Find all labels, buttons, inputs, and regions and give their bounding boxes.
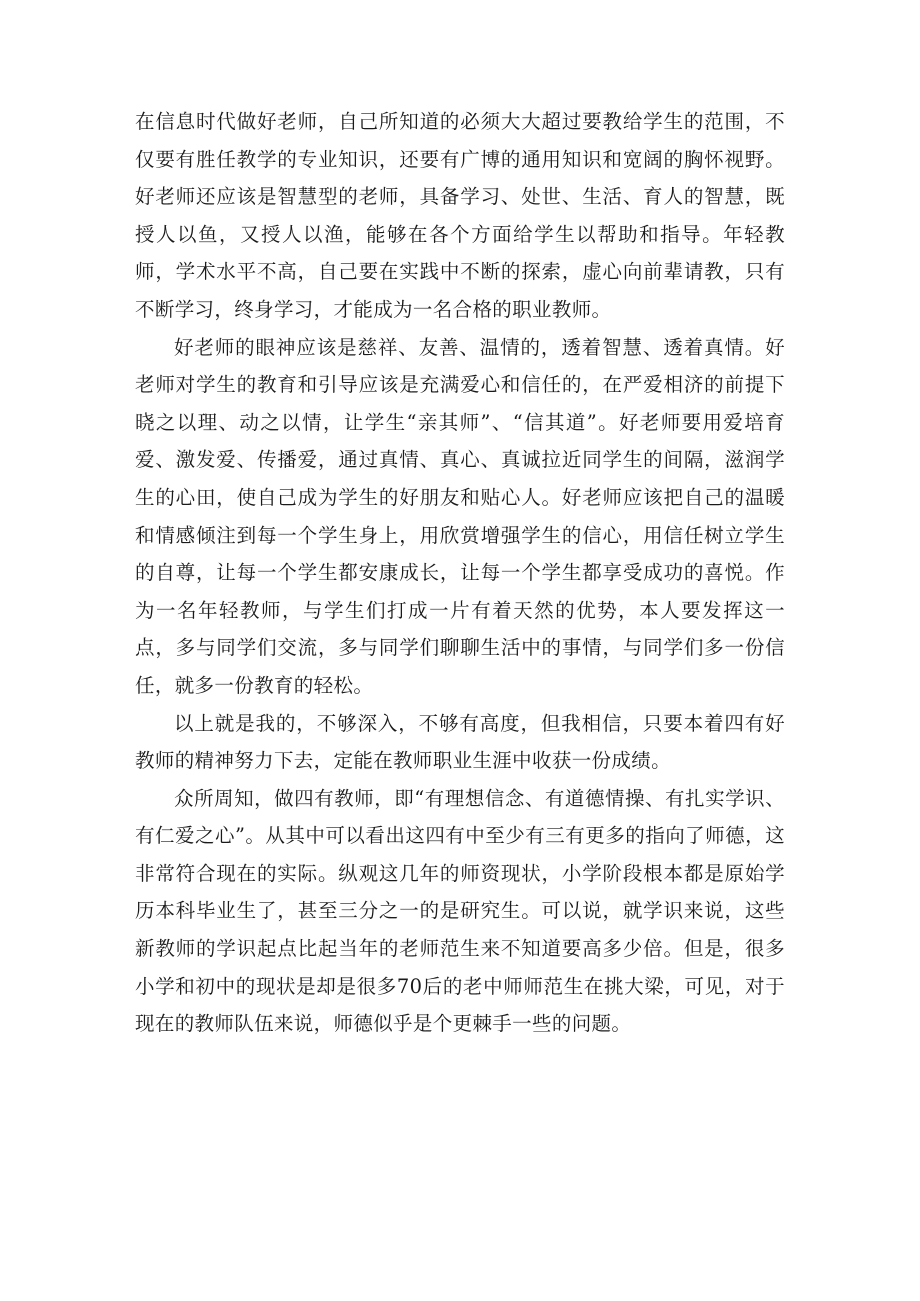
paragraph-4: 众所周知，做四有教师，即“有理想信念、有道德情操、有扎实学识、有仁爱之心”。从其中可以看出这四有中至少有三有更多的指向了师德，这非常符合现在的实际。纵观这几年的师资现状，小学阶段根本都是原始学历本科毕业生了，甚至三分之一的是研究生。可以说，就学识来说，这些新教师的学识起点比起当年的老师范生来不知道要高多少倍。但是，很多小学和初中的现状是却是很多70后的老中师师范生在挑大梁，可见，对于现在的教师队伍来说，师德似乎是个更棘手一些的问题。 [135, 786, 785, 1036]
paragraph-1: 在信息时代做好老师，自己所知道的必须大大超过要教给学生的范围，不仅要有胜任教学的专业知识，还要有广博的通用知识和宽阔的胸怀视野。好老师还应该是智慧型的老师，具备学习、处世、生活、育人的智慧，既授人以鱼，又授人以渔，能够在各个方面给学生以帮助和指导。年轻教师，学术水平不高，自己要在实践中不断的探索，虚心向前辈请教，只有不断学习，终身学习，才能成为一名合格的职业教师。 [135, 110, 785, 321]
paragraph-2: 好老师的眼神应该是慈祥、友善、温情的，透着智慧、透着真情。好老师对学生的教育和引导应该是充满爱心和信任的，在严爱相济的前提下晓之以理、动之以情，让学生“亲其师”、“信其道”。好老师要用爱培育爱、激发爱、传播爱，通过真情、真心、真诚拉近同学生的间隔，滋润学生的心田，使自己成为学生的好朋友和贴心人。好老师应该把自己的温暖和情感倾注到每一个学生身上，用欣赏增强学生的信心，用信任树立学生的自尊，让每一个学生都安康成长，让每一个学生都享受成功的喜悦。作为一名年轻教师，与学生们打成一片有着天然的优势，本人要发挥这一点，多与同学们交流，多与同学们聊聊生活中的事情，与同学们多一份信任，就多一份教育的轻松。 [135, 335, 785, 697]
paragraph-3: 以上就是我的，不够深入，不够有高度，但我相信，只要本着四有好教师的精神努力下去，定能在教师职业生涯中收获一份成绩。 [135, 711, 785, 773]
document-page [135, 103, 785, 1043]
